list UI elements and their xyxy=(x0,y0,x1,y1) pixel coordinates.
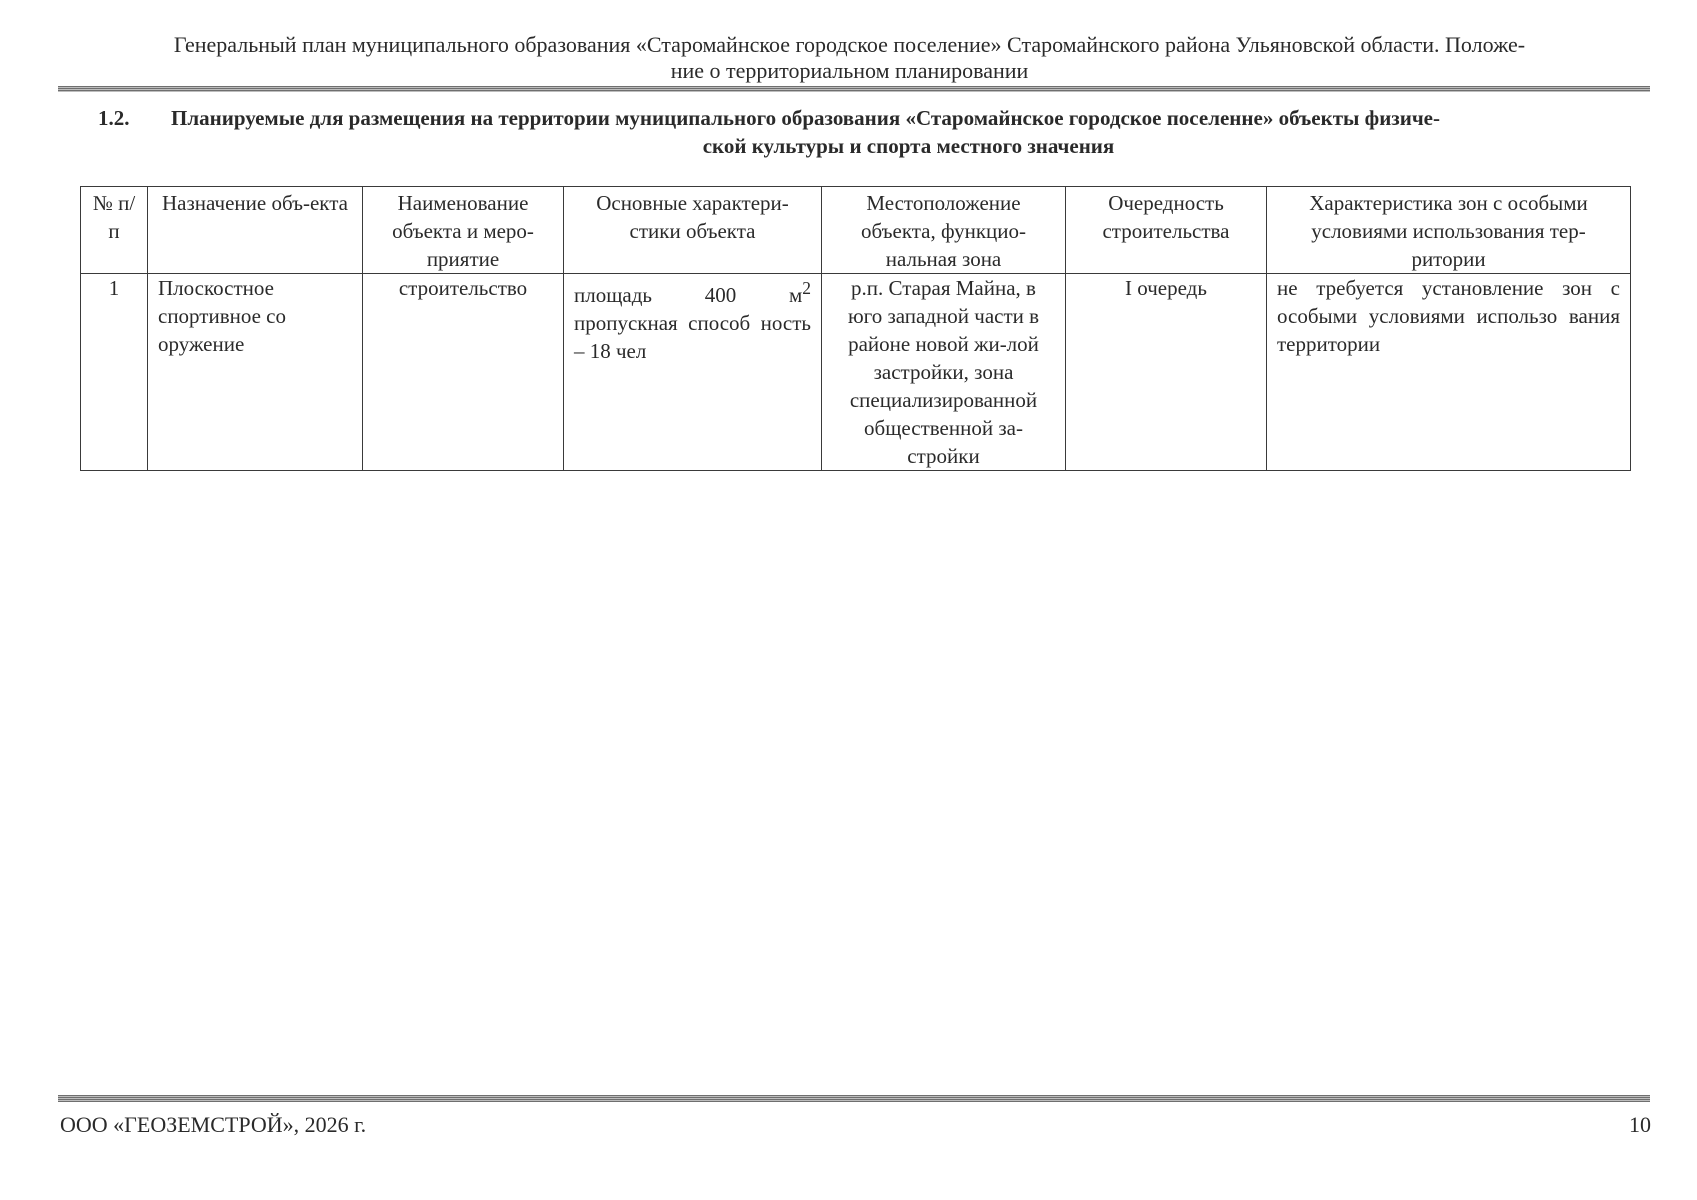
section-heading xyxy=(98,104,1646,160)
cell-zones: не требуется установление зон с особыми условиями использо вания территории xyxy=(1267,274,1631,471)
characteristics-area: площадь 400 м xyxy=(574,283,803,307)
characteristics-area-superscript: 2 xyxy=(802,278,811,298)
section-number: 1.2. xyxy=(98,106,130,130)
characteristics-capacity: пропускная способ ность – 18 чел xyxy=(574,311,811,363)
header-location: Местоположение объекта, функцио-нальная зона xyxy=(822,187,1066,274)
header-name: Наименование объекта и меро-приятие xyxy=(363,187,564,274)
cell-characteristics xyxy=(564,274,822,471)
header-characteristics: Основные характери-стики объекта xyxy=(564,187,822,274)
section-title xyxy=(171,104,1646,160)
page-header xyxy=(92,32,1607,84)
table-row xyxy=(81,274,1631,471)
header-purpose: Назначение объ-екта xyxy=(148,187,363,274)
header-number: № п/п xyxy=(81,187,148,274)
page-number: 10 xyxy=(1629,1112,1651,1137)
header-rule xyxy=(58,86,1650,92)
section-title-line-2: ской культуры и спорта местного значения xyxy=(702,134,1115,158)
header-zones: Характеристика зон с особыми условиями использования тер-ритории xyxy=(1267,187,1631,274)
cell-purpose: Плоскостное спортивное со оружение xyxy=(148,274,363,471)
cell-location: р.п. Старая Майна, в юго западной части в районе новой жи-лой застройки, зона специализированной общественной за-стройки xyxy=(822,274,1066,471)
header-stage: Очередность строительства xyxy=(1066,187,1267,274)
objects-table xyxy=(80,186,1631,471)
cell-stage: I очередь xyxy=(1066,274,1267,471)
section-title-line-1: Планируемые для размещения на территории муниципального образования «Старомайнское городское поселенне» объекты физиче- xyxy=(171,106,1440,130)
cell-number: 1 xyxy=(81,274,148,471)
table-header-row xyxy=(81,187,1631,274)
header-line-1: Генеральный план муниципального образования «Старомайнское городское поселение» Старомайнского района Ульяновской области. Положе- xyxy=(173,32,1526,57)
cell-name: строительство xyxy=(363,274,564,471)
footer-company: ООО «ГЕОЗЕМСТРОЙ», 2026 г. xyxy=(60,1112,367,1137)
footer-rule xyxy=(58,1095,1650,1102)
header-line-2: ние о территориальном планировании xyxy=(670,58,1029,83)
